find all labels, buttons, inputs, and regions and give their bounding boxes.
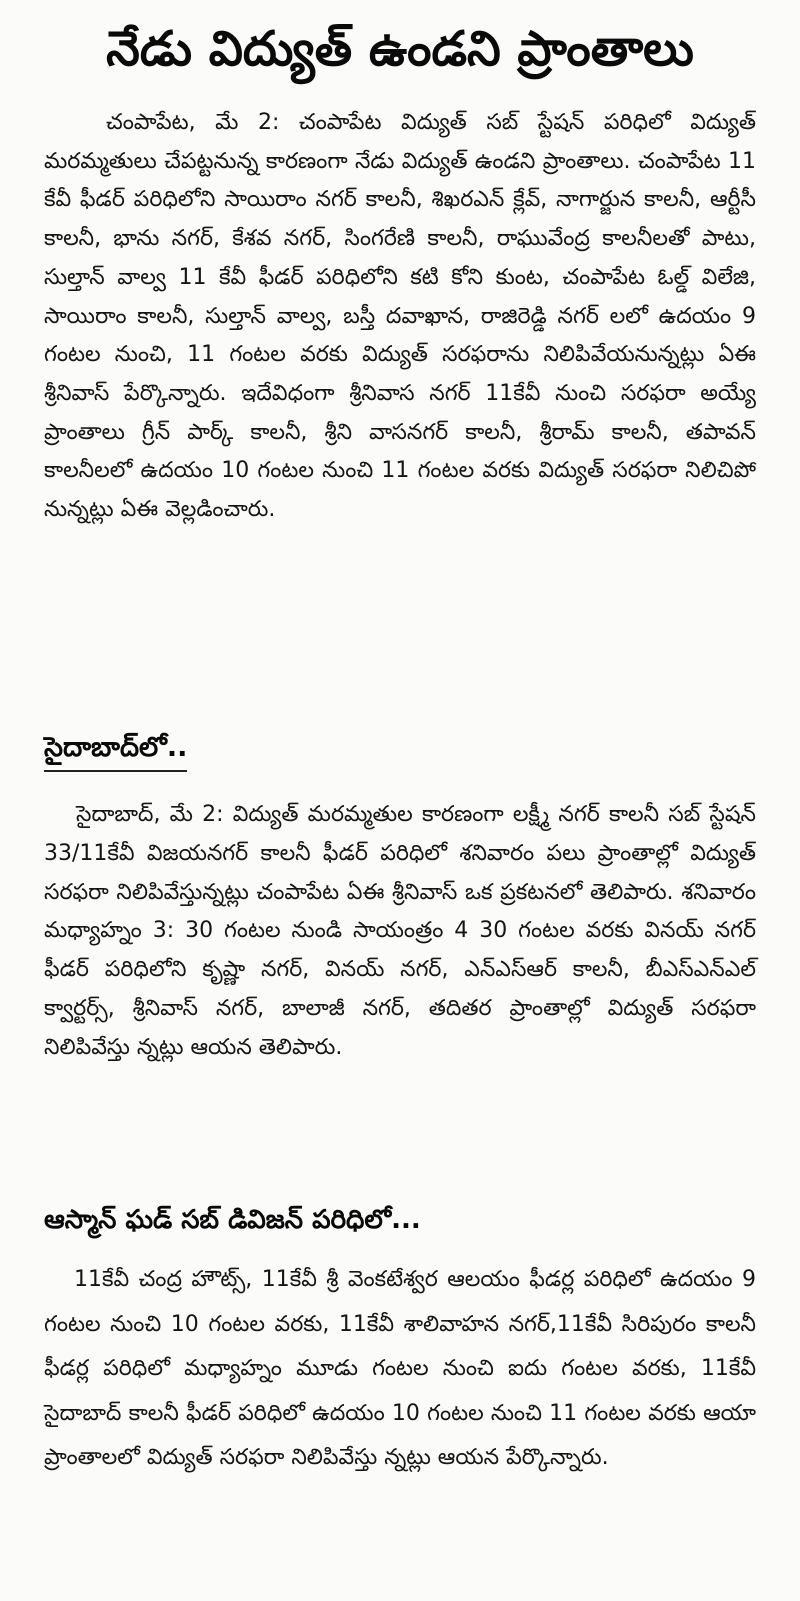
subheading-saidabad: సైదాబాద్‌లో.. [44, 726, 187, 772]
article-paragraph-asmanghad: 11కేవీ చంద్ర హౌట్స్, 11కేవీ శ్రీ వెంకటేశ్వర ఆలయం ఫీడర్ల పరిధిలో ఉదయం 9 గంటల నుంచి 10 గంటల వరకు, 11కేవీ శాలివాహన నగర్,11కేవీ సిరిపురం కాలనీ ఫీడర్ల పరిధిలో మధ్యాహ్నం మూడు గంటల నుంచి ఐదు గంటల వరకు, 11కేవీ సైదాబాద్ కాలనీ ఫీడర్ పరిధిలో ఉదయం 10 గంటల నుంచి 11 గంటల వరకు ఆయా ప్రాంతాలలో విద్యుత్ సరఫరా నిలిపివేస్తు న్నట్లు ఆయన పేర్కొన్నారు. [44, 1267, 756, 1470]
subheading-asmanghad: ఆస్మాన్ ఘడ్ సబ్ డివిజన్ పరిధిలో... [44, 1205, 421, 1235]
article-paragraph-saidabad: సైదాబాద్, మే 2: విద్యుత్ మరమ్మతుల కారణంగా లక్ష్మీ నగర్ కాలనీ సబ్ స్టేషన్ 33/11కేవీ విజయనగర్ కాలనీ ఫీడర్ పరిధిలో శనివారం పలు ప్రాంతాల్లో విద్యుత్ సరఫరా నిలిపివేస్తున్నట్లు చంపాపేట ఏఈ శ్రీనివాస్ ఒక ప్రకటనలో తెలిపారు. శనివారం మధ్యాహ్నం 3: 30 గంటల నుండి సాయంత్రం 4 30 గంటల వరకు వినయ్ నగర్ ఫీడర్ పరిధిలోని కృష్ణా నగర్, వినయ్ నగర్, ఎన్ఎస్ఆర్ కాలనీ, బీఎస్ఎన్ఎల్ క్వార్టర్స్, శ్రీనివాస్ నగర్, బాలాజీ నగర్, తదితర ప్రాంతాల్లో విద్యుత్ సరఫరా నిలిపివేస్తు న్నట్లు ఆయన తెలిపారు. [44, 802, 756, 1060]
article-paragraph-champapet: చంపాపేట, మే 2: చంపాపేట విద్యుత్ సబ్ స్టేషన్ పరిధిలో విద్యుత్ మరమ్మతులు చేపట్టనున్న కారణంగా నేడు విద్యుత్ ఉండని ప్రాంతాలు. చంపాపేట 11 కేవీ ఫీడర్ పరిధిలోని సాయిరాం నగర్ కాలనీ, శిఖరఎన్ క్లేవ్, నాగార్జున కాలనీ, ఆర్టీసీ కాలనీ, భాను నగర్, కేశవ నగర్, సింగరేణి కాలనీ, రాఘువేంద్ర కాలనీలతో పాటు, సుల్తాన్ వాల్వ 11 కేవీ ఫీడర్ పరిధిలోని కటి కోని కుంట, చంపాపేట ఓల్డ్ విలేజి, సాయిరాం కాలనీ, సుల్తాన్ వాల్వ, బస్తీ దవాఖాన, రాజిరెడ్డి నగర్ లలో ఉదయం 9 గంటల నుంచి, 11 గంటల వరకు విద్యుత్ సరఫరాను నిలిపివేయనున్నట్లు ఏఈ శ్రీనివాస్ పేర్కొన్నారు. ఇదేవిధంగా శ్రీనివాస నగర్ 11కేవీ నుంచి సరఫరా అయ్యే ప్రాంతాలు గ్రీన్ పార్క్ కాలనీ, శ్రీని వాసనగర్ కాలనీ, శ్రీరామ్ కాలనీ, తపావన్ కాలనీలలో ఉదయం 10 గంటల నుంచి 11 గంటల వరకు విద్యుత్ సరఫరా నిలిచిపో నున్నట్లు ఏఈ వెల్లడించారు. [44, 110, 756, 523]
article-headline: నేడు విద్యుత్ ఉండని ప్రాంతాలు [106, 21, 694, 77]
